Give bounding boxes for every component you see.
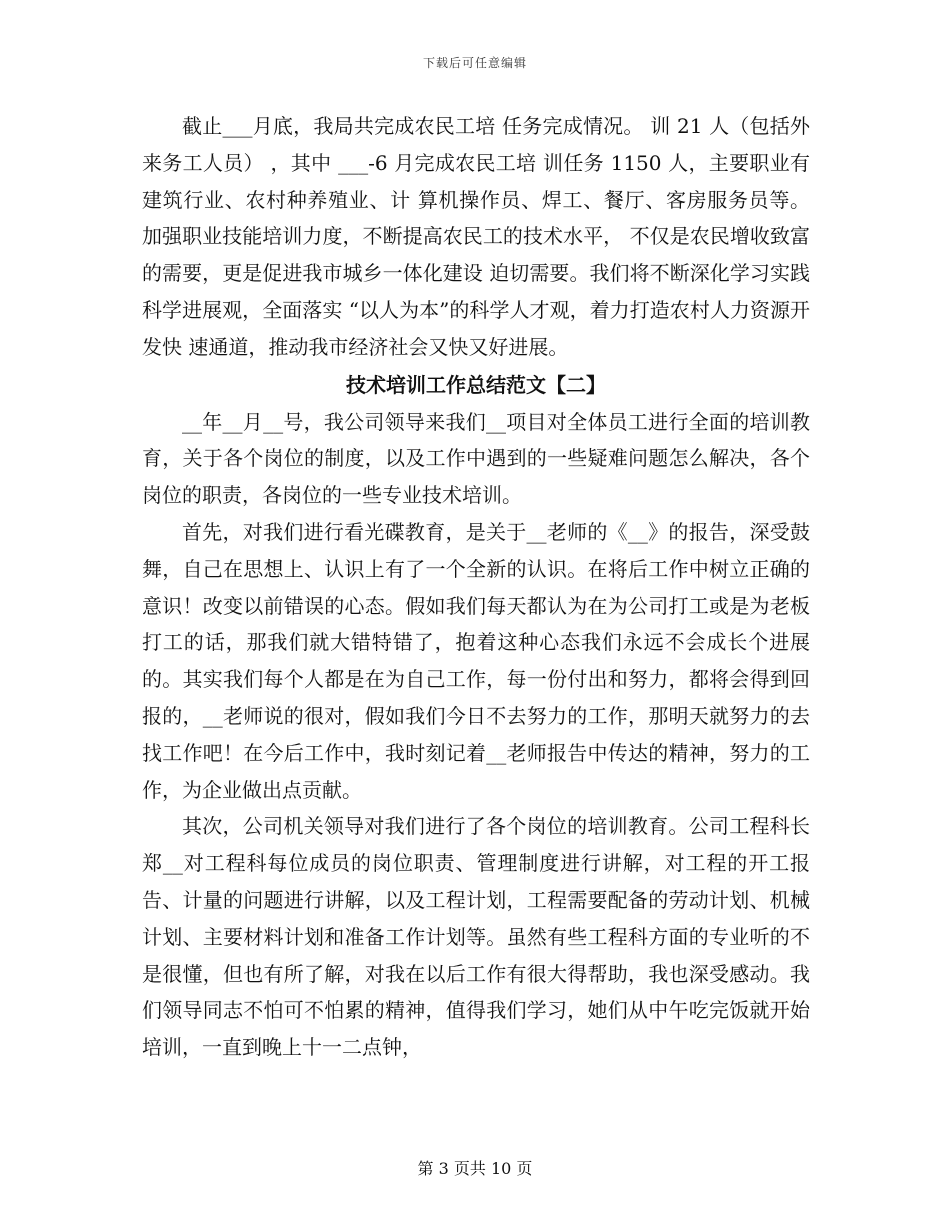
document-body <box>142 108 810 1066</box>
page-number: 第 3 页共 10 页 <box>417 1159 533 1178</box>
paragraph-second: 其次，公司机关领导对我们进行了各个岗位的培训教育。公司工程科长郑__对工程科每位成员的岗位职责、管理制度进行讲解，对工程的开工报告、计量的问题进行讲解，以及工程计划，工程需要配备的劳动计划、机械计划、主要材料计划和准备工作计划等。虽然有些工程科方面的专业听的不是很懂，但也有所了解，对我在以后工作有很大得帮助，我也深受感动。我们领导同志不怕可不怕累的精神，值得我们学习，她们从中午吃完饭就开始培训，一直到晚上十一二点钟， <box>142 814 810 1060</box>
paragraph-first: 首先，对我们进行看光碟教育，是关于__老师的《__》的报告，深受鼓舞，自己在思想上、认识上有了一个全新的认识。在将后工作中树立正确的意识！改变以前错误的心态。假如我们每天都认为在为公司打工或是为老板打工的话，那我们就大错特错了，抱着这种心态我们永远不会成长个进展的。其实我们每个人都是在为自己工作，每一份付出和努力，都将会得到回报的，__老师说的很对，假如我们今日不去努力的工作，那明天就努力的去找工作吧！在今后工作中，我时刻记着__老师报告中传达的精神，努力的工作，为企业做出点贡献。 <box>142 519 810 802</box>
paragraph-intro: 截止___月底，我局共完成农民工培 任务完成情况。 训 21 人（包括外来务工人员） ，其中 ___-6 月完成农民工培 训任务 1150 人，主要职业有建筑行业、农村种养殖业、计 算机操作员、焊工、餐厅、客房服务员等。 加强职业技能培训力度，不断提高农民工的技术水平， 不仅是农民增收致富的需要，更是促进我市城乡一体化建设 迫切需要。我们将不断深化学习实践科学进展观，全面落实 “以人为本”的科学人才观，着力打造农村人力资源开发快 速通道，推动我市经济社会又快又好进展。 <box>142 114 810 359</box>
section-title: 技术培训工作总结范文【二】 <box>346 372 606 397</box>
page-header: 下载后可任意编辑 <box>422 56 527 70</box>
paragraph-training-overview: __年__月__号，我公司领导来我们__项目对全体员工进行全面的培训教育，关于各个岗位的制度，以及工作中遇到的一些疑难问题怎么解决，各个岗位的职责，各岗位的一些专业技术培训。 <box>142 409 810 508</box>
